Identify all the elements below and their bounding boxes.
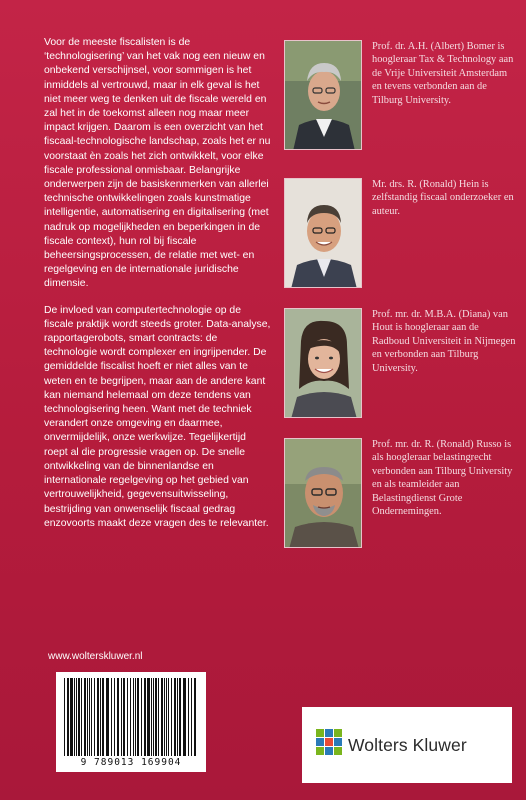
barcode-bar — [191, 678, 192, 756]
publisher-url[interactable]: www.wolterskluwer.nl — [48, 651, 143, 662]
barcode-bar — [114, 678, 115, 756]
barcode-bar — [84, 678, 86, 756]
publisher-name: Wolters Kluwer — [348, 735, 467, 755]
barcode-bar — [183, 678, 186, 756]
barcode-bar — [166, 678, 167, 756]
barcode-bar — [135, 678, 136, 756]
barcode-bar — [97, 678, 99, 756]
barcode-bar — [111, 678, 112, 756]
author-photo-van-hout — [284, 308, 362, 418]
barcode-bar — [76, 678, 77, 756]
barcode-bar — [194, 678, 196, 756]
barcode-bar — [171, 678, 172, 756]
barcode-bar — [100, 678, 101, 756]
barcode-bar — [64, 678, 65, 756]
barcode-bar — [144, 678, 146, 756]
barcode-bar — [117, 678, 119, 756]
barcode-bar — [153, 678, 154, 756]
blurb-paragraph-2: De invloed van computertechnologie op de fiscale praktijk wordt steeds groter. Data-analyse, rapportagerobots, smart contracts: de technologie wordt complexer en ingrijpender. De gemiddelde fiscalist hoeft er niet alles van te weten en te begrijpen, maar aan de andere kant kan niemand helemaal om deze tendens van technologisering heen. Want met de techniek verandert onze omgeving en daarmee, onvermijdelijk, onze werkwijze. Tegelijkertijd roept al die progressie vragen op. De snelle ontwikkeling van de binnenlandse en internationale regelgeving op het gebied van vertrouwelijkheid, gegevensuitwisseling, bestrijding van onwenselijk fiscaal gedrag enzovoorts maakt deze vragen des te relevanter. — [44, 304, 271, 529]
author-bio-hein: Mr. drs. R. (Ronald) Hein is zelfstandig fiscaal onderzoeker en auteur. — [372, 179, 514, 217]
author-card-bomer — [284, 40, 514, 150]
wolters-kluwer-icon — [316, 729, 342, 755]
barcode-bar — [74, 678, 75, 756]
barcode-bar — [168, 678, 169, 756]
barcode-bar — [177, 678, 178, 756]
barcode-bar — [81, 678, 82, 756]
barcode-bar — [106, 678, 109, 756]
barcode-bar — [179, 678, 181, 756]
blurb — [44, 36, 272, 543]
barcode-bar — [164, 678, 165, 756]
barcode-bar — [130, 678, 131, 756]
barcode-bar — [121, 678, 122, 756]
barcode-bar — [78, 678, 80, 756]
author-card-hein — [284, 178, 514, 288]
barcode-bar — [158, 678, 159, 756]
barcode-bar — [123, 678, 125, 756]
author-photo-bomer — [284, 40, 362, 150]
barcode-bar — [94, 678, 95, 756]
author-card-van-hout — [284, 308, 514, 418]
isbn-number: 9 789013 169904 — [80, 757, 182, 768]
barcode-bar — [91, 678, 92, 756]
barcode-bar — [133, 678, 134, 756]
barcode-bar — [151, 678, 152, 756]
barcode-bar — [70, 678, 73, 756]
barcode-bar — [155, 678, 157, 756]
barcode-bar — [174, 678, 176, 756]
barcode-bar — [67, 678, 69, 756]
author-bio-bomer: Prof. dr. A.H. (Albert) Bomer is hoogleraar Tax & Technology aan de Vrije Universiteit Amsterdam en tevens verbonden aan de Tilburg University. — [372, 41, 514, 106]
barcode-bar — [188, 678, 189, 756]
barcode-bar — [87, 678, 88, 756]
author-photo-russo — [284, 438, 362, 548]
author-photo-hein — [284, 178, 362, 288]
barcode-bar — [102, 678, 104, 756]
barcode-bar — [147, 678, 150, 756]
barcode-bar — [137, 678, 139, 756]
barcode-bar — [161, 678, 163, 756]
author-bio-van-hout: Prof. mr. dr. M.B.A. (Diana) van Hout is hoogleraar aan de Radboud Universiteit in Nijmegen en verbonden aan Tilburg University. — [372, 309, 516, 374]
author-card-russo — [284, 438, 514, 548]
barcode-bar — [127, 678, 128, 756]
barcode-bar — [89, 678, 90, 756]
isbn-barcode — [56, 672, 206, 772]
barcode-bar — [141, 678, 142, 756]
author-bio-russo: Prof. mr. dr. R. (Ronald) Russo is als hoogleraar belastingrecht verbonden aan Tilburg University en als teamleider aan Belastingdienst Grote Ondernemingen. — [372, 439, 513, 518]
barcode-bars — [62, 678, 200, 756]
publisher-logo — [302, 707, 512, 783]
blurb-paragraph-1: Voor de meeste fiscalisten is de ‘technologisering’ van het vak nog een nieuw en onbekend verschijnsel, voor sommigen is het inmiddels al vertrouwd, maar in elk geval is het niet meer weg te denken uit de fiscale wereld en zal het in de toekomst alleen nog maar meer impact krijgen. Daarom is een overzicht van het fiscaal-technologische landschap, zoals het er nu voorstaat èn zoals het zich ontwikkelt, voor elke fiscale professional onmisbaar. Belangrijke onderwerpen zijn de basiskenmerken van allerlei technische ontwikkelingen zoals kunstmatige intelligentie, automatisering en digitalisering (met nadruk op mogelijkheden en beperkingen in de fiscale context), hun rol bij fiscale beheersingsprocessen, de relatie met wet- en regelgeving en de internationale juridische dimensie. — [44, 37, 271, 290]
